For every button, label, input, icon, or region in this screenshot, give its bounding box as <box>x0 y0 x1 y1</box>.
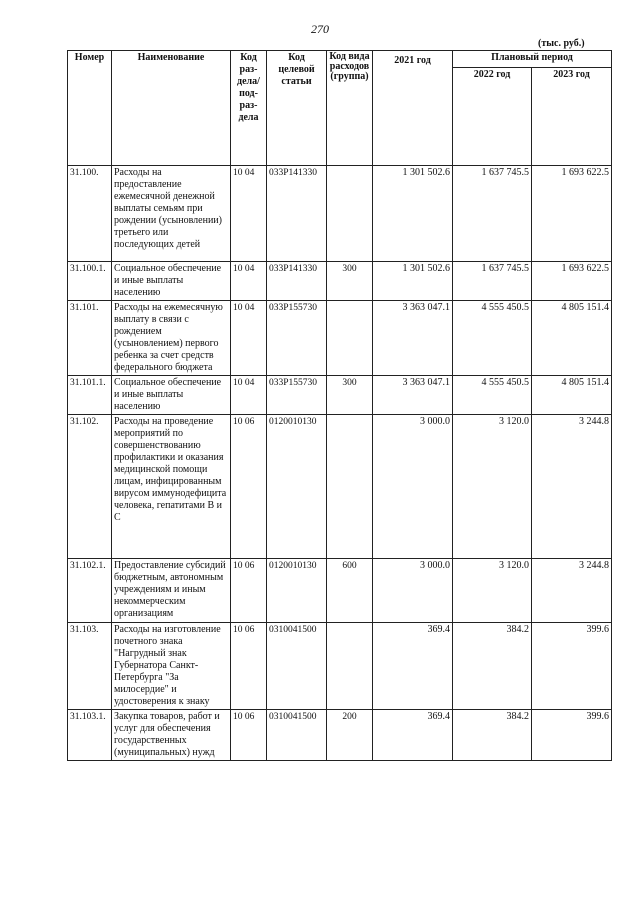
row-target-code: 033Р141330 <box>267 166 327 262</box>
row-amount-2021: 3 000.0 <box>373 559 453 623</box>
table-row <box>68 262 612 301</box>
row-number: 31.103.1. <box>68 710 112 761</box>
row-amount-2022: 4 555 450.5 <box>453 301 532 376</box>
header-year-2022: 2022 год <box>453 68 532 166</box>
row-name: Расходы на проведение мероприятий по совершенствованию профилактики и оказания медицинской помощи лицам, инфицированным вирусом иммунодефицита человека, гепатитами В и С <box>112 415 231 559</box>
row-name: Расходы на ежемесячную выплату в связи с рождением (усыновлением) первого ребенка за счет средств федерального бюджета <box>112 301 231 376</box>
row-section-code: 10 04 <box>231 301 267 376</box>
row-expense-type: 300 <box>327 376 373 415</box>
row-expense-type <box>327 166 373 262</box>
header-section: Код раз-дела/ под-раз-дела <box>231 51 267 166</box>
row-amount-2022: 3 120.0 <box>453 559 532 623</box>
row-amount-2021: 1 301 502.6 <box>373 262 453 301</box>
row-target-code: 033Р141330 <box>267 262 327 301</box>
row-amount-2021: 369.4 <box>373 623 453 710</box>
table-row <box>68 415 612 559</box>
row-target-code: 0310041500 <box>267 623 327 710</box>
row-expense-type <box>327 623 373 710</box>
row-number: 31.103. <box>68 623 112 710</box>
row-expense-type: 200 <box>327 710 373 761</box>
table-row <box>68 623 612 710</box>
row-amount-2022: 4 555 450.5 <box>453 376 532 415</box>
row-amount-2023: 4 805 151.4 <box>532 376 612 415</box>
header-number: Номер <box>68 51 112 166</box>
row-number: 31.102.1. <box>68 559 112 623</box>
table-row <box>68 301 612 376</box>
row-section-code: 10 06 <box>231 559 267 623</box>
row-amount-2021: 369.4 <box>373 710 453 761</box>
row-target-code: 0120010130 <box>267 559 327 623</box>
row-target-code: 033Р155730 <box>267 376 327 415</box>
table-row <box>68 166 612 262</box>
row-name: Закупка товаров, работ и услуг для обеспечения государственных (муниципальных) нужд <box>112 710 231 761</box>
row-number: 31.101.1. <box>68 376 112 415</box>
row-amount-2022: 384.2 <box>453 710 532 761</box>
row-number: 31.100.1. <box>68 262 112 301</box>
row-amount-2021: 3 363 047.1 <box>373 376 453 415</box>
row-amount-2023: 3 244.8 <box>532 559 612 623</box>
row-number: 31.102. <box>68 415 112 559</box>
header-name: Наименование <box>112 51 231 166</box>
units-label: (тыс. руб.) <box>538 38 585 49</box>
header-year-2021: 2021 год <box>373 51 453 166</box>
header-row <box>68 51 612 68</box>
header-year-2023: 2023 год <box>532 68 612 166</box>
row-amount-2023: 1 693 622.5 <box>532 262 612 301</box>
row-amount-2022: 384.2 <box>453 623 532 710</box>
row-amount-2022: 1 637 745.5 <box>453 262 532 301</box>
row-amount-2023: 1 693 622.5 <box>532 166 612 262</box>
row-section-code: 10 04 <box>231 166 267 262</box>
row-expense-type <box>327 415 373 559</box>
table-row <box>68 559 612 623</box>
header-target: Код целевой статьи <box>267 51 327 166</box>
row-number: 31.101. <box>68 301 112 376</box>
row-name: Социальное обеспечение и иные выплаты населению <box>112 376 231 415</box>
row-name: Расходы на предоставление ежемесячной денежной выплаты семьям при рождении (усыновлении) третьего или последующих детей <box>112 166 231 262</box>
row-expense-type: 600 <box>327 559 373 623</box>
row-target-code: 0120010130 <box>267 415 327 559</box>
table-row <box>68 376 612 415</box>
header-expense-type: Код вида расходов (группа) <box>327 51 373 166</box>
row-section-code: 10 04 <box>231 262 267 301</box>
row-amount-2022: 3 120.0 <box>453 415 532 559</box>
row-amount-2022: 1 637 745.5 <box>453 166 532 262</box>
row-amount-2023: 399.6 <box>532 623 612 710</box>
row-section-code: 10 06 <box>231 710 267 761</box>
row-section-code: 10 06 <box>231 415 267 559</box>
row-section-code: 10 06 <box>231 623 267 710</box>
table-row <box>68 710 612 761</box>
row-expense-type: 300 <box>327 262 373 301</box>
row-amount-2021: 3 363 047.1 <box>373 301 453 376</box>
row-target-code: 033Р155730 <box>267 301 327 376</box>
row-amount-2023: 4 805 151.4 <box>532 301 612 376</box>
row-amount-2023: 3 244.8 <box>532 415 612 559</box>
page-number: 270 <box>311 22 329 36</box>
row-name: Расходы на изготовление почетного знака "Нагрудный знак Губернатора Санкт-Петербурга "За милосердие" и удостоверения к знаку <box>112 623 231 710</box>
row-number: 31.100. <box>68 166 112 262</box>
row-amount-2021: 3 000.0 <box>373 415 453 559</box>
header-planning-period: Плановый период <box>453 51 612 68</box>
row-expense-type <box>327 301 373 376</box>
row-name: Социальное обеспечение и иные выплаты населению <box>112 262 231 301</box>
row-amount-2023: 399.6 <box>532 710 612 761</box>
row-amount-2021: 1 301 502.6 <box>373 166 453 262</box>
budget-table <box>67 50 612 761</box>
row-target-code: 0310041500 <box>267 710 327 761</box>
row-section-code: 10 04 <box>231 376 267 415</box>
row-name: Предоставление субсидий бюджетным, автономным учреждениям и иным некоммерческим организациям <box>112 559 231 623</box>
